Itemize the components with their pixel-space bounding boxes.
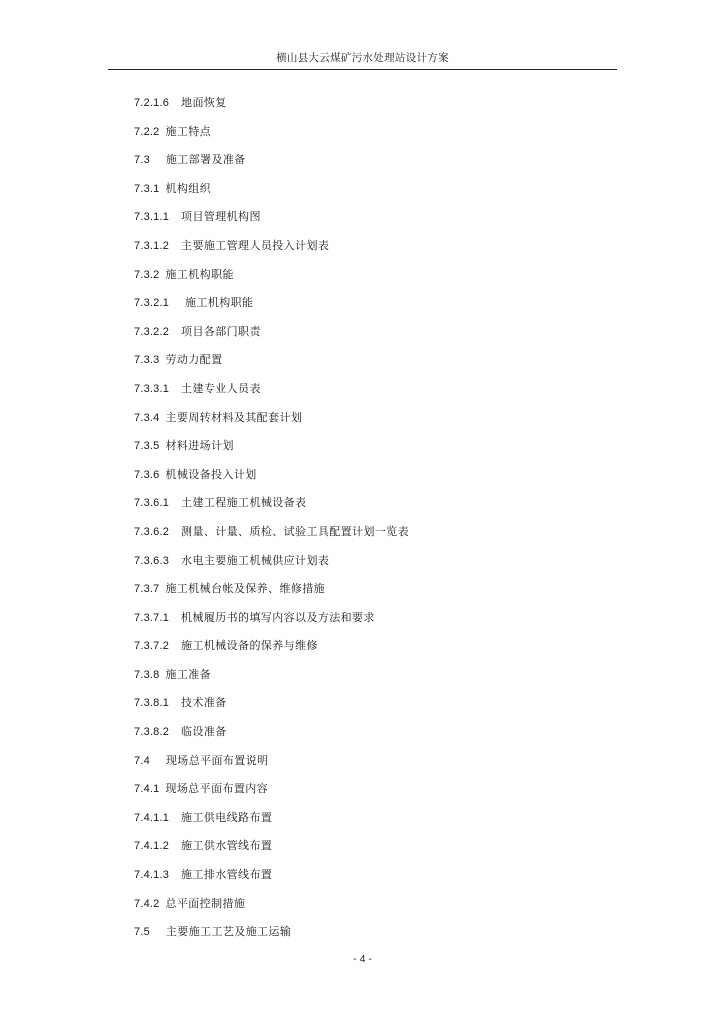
toc-entry <box>134 551 409 580</box>
toc-entry-number: 7.3.7.2 <box>134 640 170 653</box>
toc-entry <box>134 693 409 722</box>
toc-entry <box>134 465 409 494</box>
toc-entry-title: 技术准备 <box>181 696 227 710</box>
toc-entry-title: 施工特点 <box>165 124 212 138</box>
toc-entry-number: 7.3.6.1 <box>134 497 170 510</box>
toc-entry-title: 现场总平面布置内容 <box>165 782 269 796</box>
toc-entry <box>134 865 409 894</box>
toc-entry-title: 总平面控制措施 <box>165 896 246 910</box>
toc-entry <box>134 808 409 837</box>
toc-entry <box>134 636 409 665</box>
toc-entry <box>134 408 409 437</box>
toc-entry-number: 7.3.5 <box>134 440 160 453</box>
toc-entry-number: 7.3.4 <box>134 411 160 424</box>
toc-entry <box>134 922 409 951</box>
toc-entry <box>134 751 409 780</box>
toc-entry <box>134 436 409 465</box>
toc-entry <box>134 150 409 179</box>
toc-entry-title: 主要施工管理人员投入计划表 <box>181 238 330 252</box>
toc-entry <box>134 350 409 379</box>
toc-entry-title: 施工准备 <box>165 667 212 681</box>
toc-entry <box>134 207 409 236</box>
toc-entry-title: 机械设备投入计划 <box>165 467 257 481</box>
toc-entry-number: 7.3 <box>134 154 150 167</box>
toc-entry <box>134 179 409 208</box>
toc-entry-title: 机械履历书的填写内容以及方法和要求 <box>181 610 375 624</box>
toc-entry-title: 现场总平面布置说明 <box>165 753 269 767</box>
toc-entry-title: 主要施工工艺及施工运输 <box>165 925 292 939</box>
page-number: - 4 - <box>353 953 372 965</box>
toc-entry-number: 7.3.6.2 <box>134 525 170 538</box>
toc-entry <box>134 379 409 408</box>
toc-entry-number: 7.3.1.2 <box>134 239 170 252</box>
toc-entry <box>134 665 409 694</box>
toc-entry <box>134 265 409 294</box>
toc-entry-number: 7.3.8.2 <box>134 726 170 739</box>
toc-entry <box>134 122 409 151</box>
toc-entry <box>134 493 409 522</box>
toc-entry-title: 劳动力配置 <box>165 353 223 367</box>
toc-entry <box>134 322 409 351</box>
toc-entry <box>134 579 409 608</box>
toc-entry-title: 机构组织 <box>165 181 212 195</box>
toc-entry-number: 7.3.6 <box>134 468 160 481</box>
toc-entry <box>134 779 409 808</box>
toc-entry-number: 7.4.1.3 <box>134 869 170 882</box>
toc-entry-number: 7.3.1.1 <box>134 211 170 224</box>
toc-entry-number: 7.4.1 <box>134 783 160 796</box>
toc-entry-number: 7.3.7 <box>134 583 160 596</box>
toc-entry-number: 7.2.1.6 <box>134 97 170 109</box>
toc-entry-title: 施工机构职能 <box>165 267 234 281</box>
toc-entry-number: 7.3.3.1 <box>134 382 170 395</box>
toc-entry-title: 土建工程施工机械设备表 <box>181 496 307 510</box>
toc-entry-title: 材料进场计划 <box>165 439 234 453</box>
toc-entry-number: 7.3.1 <box>134 182 160 195</box>
toc-entry-number: 7.5 <box>134 926 150 939</box>
toc-entry-title: 施工机构职能 <box>185 296 254 310</box>
toc-entry-number: 7.3.8.1 <box>134 697 170 710</box>
toc-entry-number: 7.3.2.1 <box>134 297 170 310</box>
toc-entry-title: 地面恢复 <box>181 96 227 109</box>
toc-entry-title: 项目各部门职责 <box>181 324 261 338</box>
toc-entry-title: 施工供水管线布置 <box>181 839 273 853</box>
toc-entry-number: 7.2.2 <box>134 125 160 138</box>
toc-entry-number: 7.3.3 <box>134 354 160 367</box>
toc-entry-number: 7.4.1.2 <box>134 840 170 853</box>
toc-entry-title: 施工机械台帐及保养、维修措施 <box>165 582 326 596</box>
toc-entry <box>134 836 409 865</box>
toc-entry-number: 7.3.7.1 <box>134 611 170 624</box>
toc-entry <box>134 894 409 923</box>
toc-entry-number: 7.3.2.2 <box>134 325 170 338</box>
toc-entry <box>134 608 409 637</box>
toc-entry <box>134 722 409 751</box>
toc-entry-title: 施工机械设备的保养与维修 <box>181 639 318 653</box>
toc-entry-title: 测量、计量、质检、试验工具配置计划一览表 <box>181 524 410 538</box>
toc-entry-title: 主要周转材料及其配套计划 <box>165 410 303 424</box>
toc-entry <box>134 522 409 551</box>
toc-entry-title: 施工排水管线布置 <box>181 868 273 882</box>
toc-entry-title: 土建专业人员表 <box>181 381 261 395</box>
toc-entry-title: 水电主要施工机械供应计划表 <box>181 553 330 567</box>
toc-entry-title: 项目管理机构图 <box>181 210 261 224</box>
toc-entry <box>134 236 409 265</box>
toc-entry <box>134 293 409 322</box>
toc-entry-title: 施工供电线路布置 <box>181 810 273 824</box>
table-of-contents <box>134 93 409 951</box>
toc-entry-number: 7.4.1.1 <box>134 811 170 824</box>
toc-entry-number: 7.4 <box>134 754 150 767</box>
page-header-title: 横山县大云煤矿污水处理站设计方案 <box>276 52 449 64</box>
toc-entry-title: 临设准备 <box>181 725 227 739</box>
toc-entry-number: 7.3.2 <box>134 268 160 281</box>
toc-entry <box>134 93 409 122</box>
header-divider <box>108 69 617 70</box>
toc-entry-number: 7.3.8 <box>134 668 160 681</box>
toc-entry-title: 施工部署及准备 <box>165 153 246 167</box>
toc-entry-number: 7.3.6.3 <box>134 554 170 567</box>
toc-entry-number: 7.4.2 <box>134 897 160 910</box>
